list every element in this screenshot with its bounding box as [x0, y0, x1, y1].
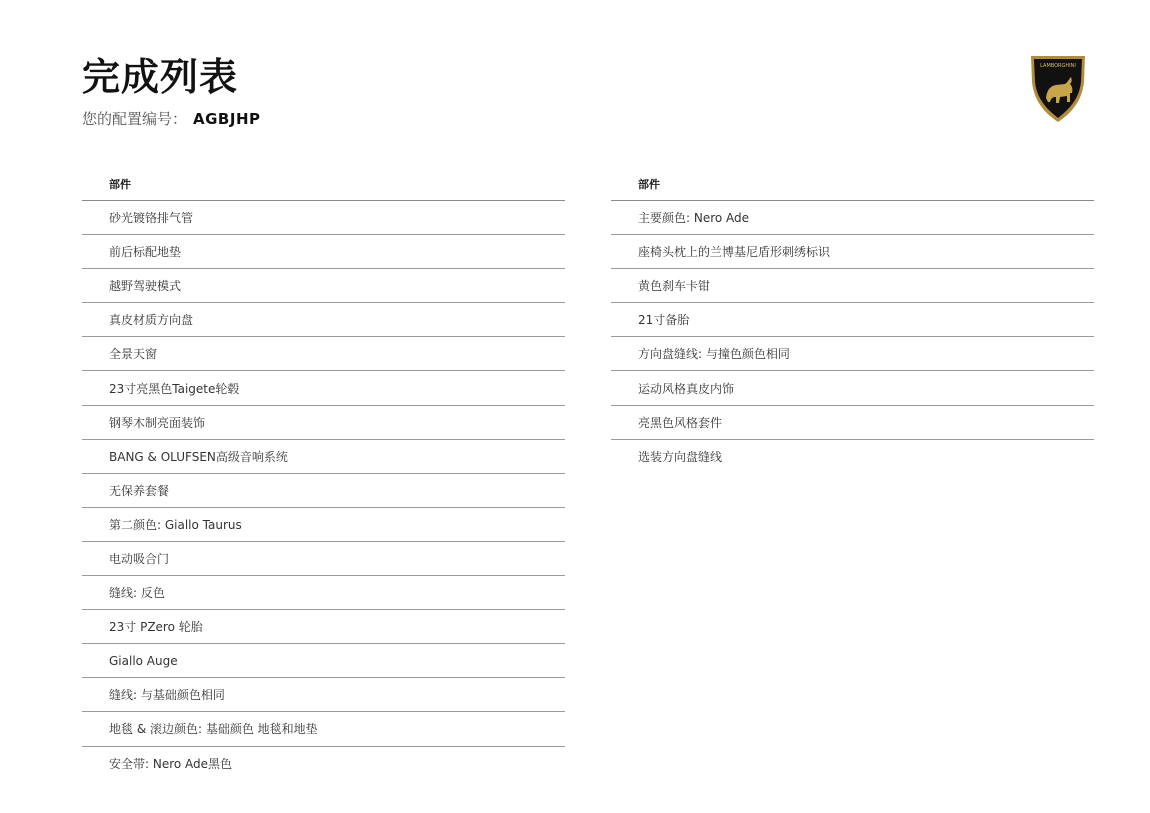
table-row: Giallo Auge	[82, 644, 565, 678]
table-row: 砂光镀铬排气管	[82, 201, 565, 235]
table-row: 越野驾驶模式	[82, 269, 565, 303]
table-row: 选装方向盘缝线	[638, 450, 723, 465]
table-row: 地毯 & 滚边颜色: 基础颜色 地毯和地垫	[82, 712, 565, 746]
table-row: 运动风格真皮内饰	[611, 371, 1094, 405]
right-table-header: 部件	[611, 168, 1094, 201]
left-parts-table	[82, 168, 565, 781]
table-row: 座椅头枕上的兰博基尼盾形刺绣标识	[611, 235, 1094, 269]
table-row: 电动吸合门	[82, 542, 565, 576]
config-number	[82, 112, 261, 127]
table-row: 主要颜色: Nero Ade	[611, 201, 1094, 235]
table-row: 钢琴木制亮面装饰	[82, 406, 565, 440]
table-row: 全景天窗	[82, 337, 565, 371]
table-row: 缝线: 反色	[82, 576, 565, 610]
table-row: 缝线: 与基础颜色相同	[82, 678, 565, 712]
config-label: 您的配置编号：	[82, 110, 188, 128]
table-row: BANG & OLUFSEN高级音响系统	[82, 440, 565, 474]
table-row: 前后标配地垫	[82, 235, 565, 269]
config-code: AGBJHP	[193, 110, 261, 128]
table-row: 安全带: Nero Ade黑色	[109, 757, 233, 772]
table-row: 亮黑色风格套件	[611, 406, 1094, 440]
table-row: 23寸 PZero 轮胎	[82, 610, 565, 644]
page-title: 完成列表	[82, 55, 239, 99]
lamborghini-logo-icon	[1028, 52, 1088, 124]
table-row: 23寸亮黑色Taigete轮毂	[82, 371, 565, 405]
table-row: 方向盘缝线: 与撞色颜色相同	[611, 337, 1094, 371]
table-row: 无保养套餐	[82, 474, 565, 508]
left-table-header: 部件	[82, 168, 565, 201]
table-row: 21寸备胎	[611, 303, 1094, 337]
table-row: 黄色刹车卡钳	[611, 269, 1094, 303]
right-parts-table	[611, 168, 1094, 474]
table-row: 真皮材质方向盘	[82, 303, 565, 337]
svg-text:LAMBORGHINI: LAMBORGHINI	[1040, 63, 1076, 69]
table-row: 第二颜色: Giallo Taurus	[82, 508, 565, 542]
